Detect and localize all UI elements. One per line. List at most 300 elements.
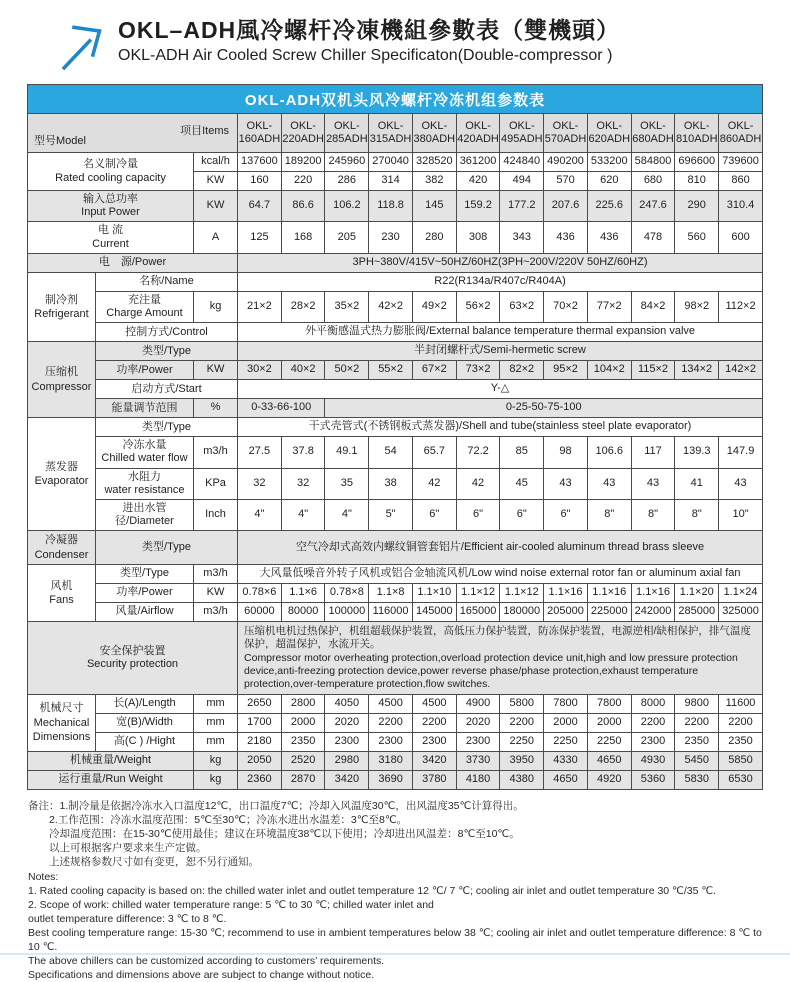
row-label-en: Current [92, 237, 129, 250]
spec-value-merged: 0-33-66-100 [238, 399, 325, 418]
spec-value: 280 [412, 222, 456, 253]
row-label [96, 342, 238, 361]
table-row [28, 583, 763, 602]
section-label-en: Fans [49, 593, 74, 606]
spec-value: 4" [281, 499, 325, 530]
spec-value: 810 [675, 172, 719, 191]
spec-value: 8" [675, 499, 719, 530]
spec-value: 5850 [719, 751, 763, 770]
spec-value: 56×2 [456, 291, 500, 322]
row-label [28, 621, 238, 694]
table-row [28, 323, 763, 342]
spec-value: 1.1×8 [369, 583, 413, 602]
table-row [28, 380, 763, 399]
spec-value: 65.7 [412, 437, 456, 468]
row-label-zh: 水阻力 [128, 470, 161, 483]
spec-value: 225.6 [587, 191, 631, 222]
notes-en-heading: Notes: [28, 870, 59, 883]
row-label-zh: 机械重量/Weight [69, 754, 152, 767]
spec-value: 4930 [631, 751, 675, 770]
spec-value: 4920 [587, 770, 631, 789]
row-label-zh: 长(A)/Length [113, 697, 176, 710]
note-line-zh: 2.工作范围：冷冻水温度范围：5℃至30℃；冷冻水进出水温差：3℃至8℃。 [49, 813, 408, 826]
model-prefix: OKL- [552, 119, 579, 132]
spec-value: 3730 [456, 751, 500, 770]
spec-value: 42 [456, 468, 500, 499]
model-column-header [325, 114, 369, 153]
row-label [96, 437, 194, 468]
spec-value-merged: 3PH~380V/415V~50HZ/60HZ(3PH~200V/220V 50HZ/60HZ) [238, 253, 763, 272]
spec-table-body [28, 153, 763, 790]
model-suffix: 160ADH [238, 133, 281, 145]
row-label-en: Rated cooling capacity [55, 171, 166, 184]
spec-value: 4900 [456, 694, 500, 713]
section-label-en: Refrigerant [34, 307, 89, 320]
spec-value: 620 [587, 172, 631, 191]
model-suffix: 810ADH [675, 133, 718, 145]
spec-value: 290 [675, 191, 719, 222]
spec-value: 147.9 [719, 437, 763, 468]
table-row [28, 531, 763, 565]
protection-text-zh: 压缩机电机过热保护，机组超载保护装置，高低压力保护装置，防冻保护装置，电源逆相/缺相保护，排气温度保护，超温保护，水流开关。 [244, 624, 751, 650]
section-label [28, 342, 96, 418]
section-label-en: Condenser [34, 548, 89, 561]
section-label-en: Compressor [31, 380, 92, 393]
model-column-header [631, 114, 675, 153]
note-line-zh: 以上可根据客户要求来生产定做。 [49, 841, 207, 854]
spec-value: 436 [544, 222, 588, 253]
spec-table-head [28, 114, 763, 153]
row-label [96, 531, 238, 565]
spec-value: 43 [631, 468, 675, 499]
spec-value: 77×2 [587, 291, 631, 322]
row-label [96, 272, 238, 291]
spec-value: 6" [544, 499, 588, 530]
section-label [28, 564, 96, 621]
spec-value: 165000 [456, 602, 500, 621]
model-suffix: 860ADH [719, 133, 762, 145]
spec-value: 310.4 [719, 191, 763, 222]
model-column-header [281, 114, 325, 153]
spec-value: 2980 [325, 751, 369, 770]
spec-value: 104×2 [587, 361, 631, 380]
spec-value: 6530 [719, 770, 763, 789]
spec-value: 7800 [587, 694, 631, 713]
spec-value: 230 [369, 222, 413, 253]
spec-value: 7800 [544, 694, 588, 713]
spec-value: 1700 [238, 713, 282, 732]
spec-value-merged: 空气冷却式高效内螺纹铜管套铝片/Efficient air-cooled aluminum thread brass sleeve [238, 531, 763, 565]
spec-value: 1.1×12 [500, 583, 544, 602]
row-unit: Inch [194, 499, 238, 530]
spec-value: 2870 [281, 770, 325, 789]
spec-value: 5360 [631, 770, 675, 789]
table-row [28, 272, 763, 291]
spec-value: 2800 [281, 694, 325, 713]
spec-value: 739600 [719, 153, 763, 172]
spec-value: 2020 [325, 713, 369, 732]
spec-value: 142×2 [719, 361, 763, 380]
spec-value-merged: 大风量低噪音外转子风机或铝合金轴流风机/Low wind noise external rotor fan or aluminum axial fan [238, 564, 763, 583]
corner-model-items [28, 114, 238, 153]
spec-value: 1.1×12 [456, 583, 500, 602]
row-label [96, 418, 238, 437]
row-label-zh: 功率/Power [116, 586, 173, 599]
spec-value: 32 [281, 468, 325, 499]
spec-value: 3950 [500, 751, 544, 770]
spec-value: 1.1×10 [412, 583, 456, 602]
spec-value: 98 [544, 437, 588, 468]
spec-value: 5450 [675, 751, 719, 770]
protection-text-en: Compressor motor overheating protection,overload protection device unit,high and low pressure protection device,anti-freezing protection device,power reverse phase/phase protection,exhaust temperature protection,over-temperature protection,flow switches. [244, 652, 738, 691]
row-label-zh: 输入总功率 [83, 193, 138, 205]
spec-value-merged: 外平衡感温式热力膨胀阀/External balance temperature thermal expansion valve [238, 323, 763, 342]
table-row [28, 564, 763, 583]
spec-value: 245960 [325, 153, 369, 172]
row-label-zh: 启动方式/Start [131, 382, 202, 395]
spec-value: 2350 [675, 732, 719, 751]
row-label-zh: 类型/Type [142, 344, 191, 357]
row-unit: kcal/h [194, 153, 238, 172]
spec-value-merged: 半封闭螺杆式/Semi-hermetic screw [238, 342, 763, 361]
row-label [96, 361, 194, 380]
spec-value: 3180 [369, 751, 413, 770]
spec-value: 2650 [238, 694, 282, 713]
model-prefix: OKL- [683, 119, 710, 132]
spec-value: 2180 [238, 732, 282, 751]
spec-value: 42×2 [369, 291, 413, 322]
spec-value-merged: Y-△ [238, 380, 763, 399]
row-label-zh: 运行重量/Run Weight [58, 773, 163, 786]
spec-value: 1.1×24 [719, 583, 763, 602]
row-unit: KW [194, 191, 238, 222]
section-label-zh: 风机 [50, 579, 73, 592]
note-line-en: Specifications and dimensions above are subject to change without notice. [28, 968, 375, 981]
spec-value: 21×2 [238, 291, 282, 322]
row-label-zh: 电 流 [97, 224, 124, 237]
table-row [28, 621, 763, 694]
spec-value: 680 [631, 172, 675, 191]
row-label-zh: 类型/Type [142, 540, 191, 553]
spec-value: 5" [369, 499, 413, 530]
spec-value: 43 [587, 468, 631, 499]
section-label [28, 272, 96, 341]
spec-value: 160 [238, 172, 282, 191]
row-label [96, 583, 194, 602]
row-label [96, 399, 194, 418]
spec-value: 3690 [369, 770, 413, 789]
spec-value: 41 [675, 468, 719, 499]
spec-value: 2200 [719, 713, 763, 732]
row-label-en: water resistance [104, 483, 185, 496]
spec-value: 205000 [544, 602, 588, 621]
spec-value: 2000 [544, 713, 588, 732]
spec-value-merged: R22(R134a/R407c/R404A) [238, 272, 763, 291]
spec-value: 2300 [369, 732, 413, 751]
row-label [96, 564, 194, 583]
section-label [28, 418, 96, 531]
model-column-header [544, 114, 588, 153]
spec-value: 49×2 [412, 291, 456, 322]
row-label [28, 222, 194, 253]
spec-value: 1.1×20 [675, 583, 719, 602]
spec-value: 54 [369, 437, 413, 468]
spec-value: 50×2 [325, 361, 369, 380]
spec-value: 2300 [456, 732, 500, 751]
spec-value: 189200 [281, 153, 325, 172]
spec-value: 60000 [238, 602, 282, 621]
spec-value: 180000 [500, 602, 544, 621]
row-label-zh: 进出水管径/Diameter [115, 501, 174, 528]
spec-value-merged: 0-25-50-75-100 [325, 399, 763, 418]
spec-value: 64.7 [238, 191, 282, 222]
page-header [0, 0, 790, 74]
model-suffix: 380ADH [413, 133, 456, 145]
spec-value: 82×2 [500, 361, 544, 380]
spec-value: 4330 [544, 751, 588, 770]
spec-value: 42 [412, 468, 456, 499]
model-suffix: 495ADH [501, 133, 543, 145]
corner-items-label: 项目Items [180, 125, 230, 138]
spec-value: 10" [719, 499, 763, 530]
spec-value: 159.2 [456, 191, 500, 222]
spec-value: 325000 [719, 602, 763, 621]
model-column-header [412, 114, 456, 153]
spec-value: 8" [587, 499, 631, 530]
spec-value: 2520 [281, 751, 325, 770]
row-label-en: Charge Amount [106, 306, 183, 319]
page-title-zh: OKL–ADH風冷螺杆冷凍機組參數表（雙機頭） [118, 17, 621, 43]
spec-value: 4500 [369, 694, 413, 713]
spec-value: 86.6 [281, 191, 325, 222]
table-title-bar: OKL-ADH双机头风冷螺杆冷冻机组参数表 [27, 84, 763, 113]
spec-value: 1.1×6 [281, 583, 325, 602]
spec-value: 285000 [675, 602, 719, 621]
spec-value: 100000 [325, 602, 369, 621]
model-suffix: 620ADH [588, 133, 631, 145]
model-column-header [719, 114, 763, 153]
spec-value: 314 [369, 172, 413, 191]
spec-value-merged: 干式壳管式(不锈钢板式蒸发器)/Shell and tube(stainless steel plate evaporator) [238, 418, 763, 437]
row-unit: kg [194, 291, 238, 322]
spec-value: 2250 [587, 732, 631, 751]
row-label-zh: 能量调节范围 [111, 401, 178, 414]
spec-value: 2050 [238, 751, 282, 770]
spec-value: 4180 [456, 770, 500, 789]
row-unit: m3/h [194, 437, 238, 468]
spec-value: 286 [325, 172, 369, 191]
row-label-zh: 高(C ) /Hight [113, 735, 176, 748]
spec-value: 9800 [675, 694, 719, 713]
row-label [96, 380, 238, 399]
section-label-zh: 制冷剂 [45, 293, 78, 306]
spec-value: 570 [544, 172, 588, 191]
spec-value: 35×2 [325, 291, 369, 322]
spec-value: 494 [500, 172, 544, 191]
spec-value: 424840 [500, 153, 544, 172]
model-prefix: OKL- [246, 119, 273, 132]
spec-value: 6" [456, 499, 500, 530]
spec-value: 560 [675, 222, 719, 253]
spec-value: 490200 [544, 153, 588, 172]
row-label [96, 713, 194, 732]
model-prefix: OKL- [421, 119, 448, 132]
spec-value: 420 [456, 172, 500, 191]
row-label-en: Input Power [81, 206, 140, 219]
table-row [28, 418, 763, 437]
row-label-en: Chilled water flow [101, 452, 188, 465]
row-label-zh: 功率/Power [116, 363, 173, 376]
spec-value: 11600 [719, 694, 763, 713]
spec-value: 2200 [500, 713, 544, 732]
spec-value: 2250 [544, 732, 588, 751]
spec-value: 361200 [456, 153, 500, 172]
spec-value: 207.6 [544, 191, 588, 222]
note-line-en: The above chillers can be customized according to customers’ requirements. [28, 954, 385, 967]
table-row [28, 253, 763, 272]
row-unit: KW [194, 583, 238, 602]
spec-value-merged [238, 621, 763, 694]
row-label [96, 602, 194, 621]
table-row [28, 291, 763, 322]
table-row [28, 751, 763, 770]
spec-value: 2200 [675, 713, 719, 732]
row-label [96, 468, 194, 499]
table-row [28, 153, 763, 172]
model-prefix: OKL- [334, 119, 360, 132]
spec-value: 4" [238, 499, 282, 530]
spec-value: 28×2 [281, 291, 325, 322]
model-column-header [238, 114, 282, 153]
model-column-header [675, 114, 719, 153]
spec-value: 205 [325, 222, 369, 253]
model-column-header [587, 114, 631, 153]
row-label [28, 253, 238, 272]
spec-value: 225000 [587, 602, 631, 621]
spec-value: 38 [369, 468, 413, 499]
model-column-header [369, 114, 413, 153]
notes-en-list [28, 884, 763, 982]
spec-value: 118.8 [369, 191, 413, 222]
table-row [28, 602, 763, 621]
row-label-zh: 类型/Type [142, 420, 191, 433]
note-line-zh: 冷却温度范围：在15-30℃使用最佳；建议在环境温度38℃以下使用；冷却进出风温差：8℃至10℃。 [49, 827, 520, 840]
spec-value: 4" [325, 499, 369, 530]
row-unit: KPa [194, 468, 238, 499]
row-label [28, 191, 194, 222]
note-line-zh: 上述规格参数尺寸如有变更，恕不另行通知。 [49, 855, 259, 868]
spec-value: 4500 [412, 694, 456, 713]
spec-value: 6" [500, 499, 544, 530]
spec-value: 600 [719, 222, 763, 253]
spec-value: 0.78×8 [325, 583, 369, 602]
table-row [28, 770, 763, 789]
model-column-header [500, 114, 544, 153]
row-unit: kg [194, 770, 238, 789]
model-suffix: 420ADH [457, 133, 499, 145]
bottom-divider [0, 953, 790, 955]
model-suffix: 285ADH [326, 133, 368, 145]
spec-table [27, 113, 763, 790]
section-label-zh: 压缩机 [45, 366, 78, 379]
note-line-zh: 备注：1.制冷量是依据冷冻水入口温度12℃，出口温度7℃；冷却入风温度30℃，出风温度35℃计算得出。 [28, 799, 524, 812]
spec-value: 2200 [369, 713, 413, 732]
table-row [28, 222, 763, 253]
spec-value: 8" [631, 499, 675, 530]
spec-value: 2000 [587, 713, 631, 732]
spec-value: 27.5 [238, 437, 282, 468]
section-label-zh: 机械尺寸 [39, 702, 84, 715]
row-label-zh: 安全保护装置 [99, 644, 166, 657]
row-label-zh: 名义制冷量 [83, 158, 138, 171]
spec-value: 95×2 [544, 361, 588, 380]
spec-value: 145 [412, 191, 456, 222]
model-column-header [456, 114, 500, 153]
spec-value: 115×2 [631, 361, 675, 380]
row-label-zh: 电 源/Power [98, 256, 167, 269]
row-label-zh: 冷冻水量 [122, 439, 167, 452]
row-unit: mm [194, 713, 238, 732]
note-line-en: Best cooling temperature range: 15-30 ℃; recommend to use in ambient temperatures below 38 ℃; cooling air inlet and outlet temperature difference: 8 ℃ to 10 ℃. [28, 926, 762, 953]
spec-value: 2360 [238, 770, 282, 789]
row-label-en: Security protection [86, 657, 179, 670]
spec-value: 308 [456, 222, 500, 253]
spec-value: 43 [544, 468, 588, 499]
spec-value: 328520 [412, 153, 456, 172]
spec-value: 98×2 [675, 291, 719, 322]
spec-value: 106.2 [325, 191, 369, 222]
spec-value: 43 [719, 468, 763, 499]
spec-value: 2300 [325, 732, 369, 751]
spec-value: 45 [500, 468, 544, 499]
table-row [28, 342, 763, 361]
table-row [28, 191, 763, 222]
spec-value: 84×2 [631, 291, 675, 322]
spec-value: 2350 [281, 732, 325, 751]
note-line-en: outlet temperature difference: 3 ℃ to 8 ℃. [28, 912, 227, 925]
row-label-zh: 控制方式/Control [125, 325, 208, 338]
table-row [28, 694, 763, 713]
row-unit: mm [194, 732, 238, 751]
spec-value: 2200 [412, 713, 456, 732]
spec-value: 116000 [369, 602, 413, 621]
spec-value: 382 [412, 172, 456, 191]
spec-value: 4650 [587, 751, 631, 770]
row-label-zh: 风量/Airflow [115, 605, 174, 618]
section-label-en: Evaporator [34, 475, 89, 488]
spec-value: 72.2 [456, 437, 500, 468]
spec-value: 4650 [544, 770, 588, 789]
notes-zh-list [28, 799, 763, 869]
spec-value: 5800 [500, 694, 544, 713]
row-label-zh: 充注量 [128, 293, 161, 306]
spec-value: 6" [412, 499, 456, 530]
row-label [28, 751, 194, 770]
model-suffix: 315ADH [369, 133, 412, 145]
spec-value: 3420 [412, 751, 456, 770]
spec-value: 106.6 [587, 437, 631, 468]
spec-value: 478 [631, 222, 675, 253]
model-prefix: OKL- [508, 119, 535, 132]
spec-table-wrap [27, 84, 763, 790]
spec-value: 247.6 [631, 191, 675, 222]
spec-value: 1.1×16 [587, 583, 631, 602]
spec-value: 242000 [631, 602, 675, 621]
table-row [28, 499, 763, 530]
table-row [28, 713, 763, 732]
model-prefix: OKL- [596, 119, 623, 132]
page-title-en: OKL-ADH Air Cooled Screw Chiller Specificaton(Double-compressor ) [118, 46, 613, 64]
